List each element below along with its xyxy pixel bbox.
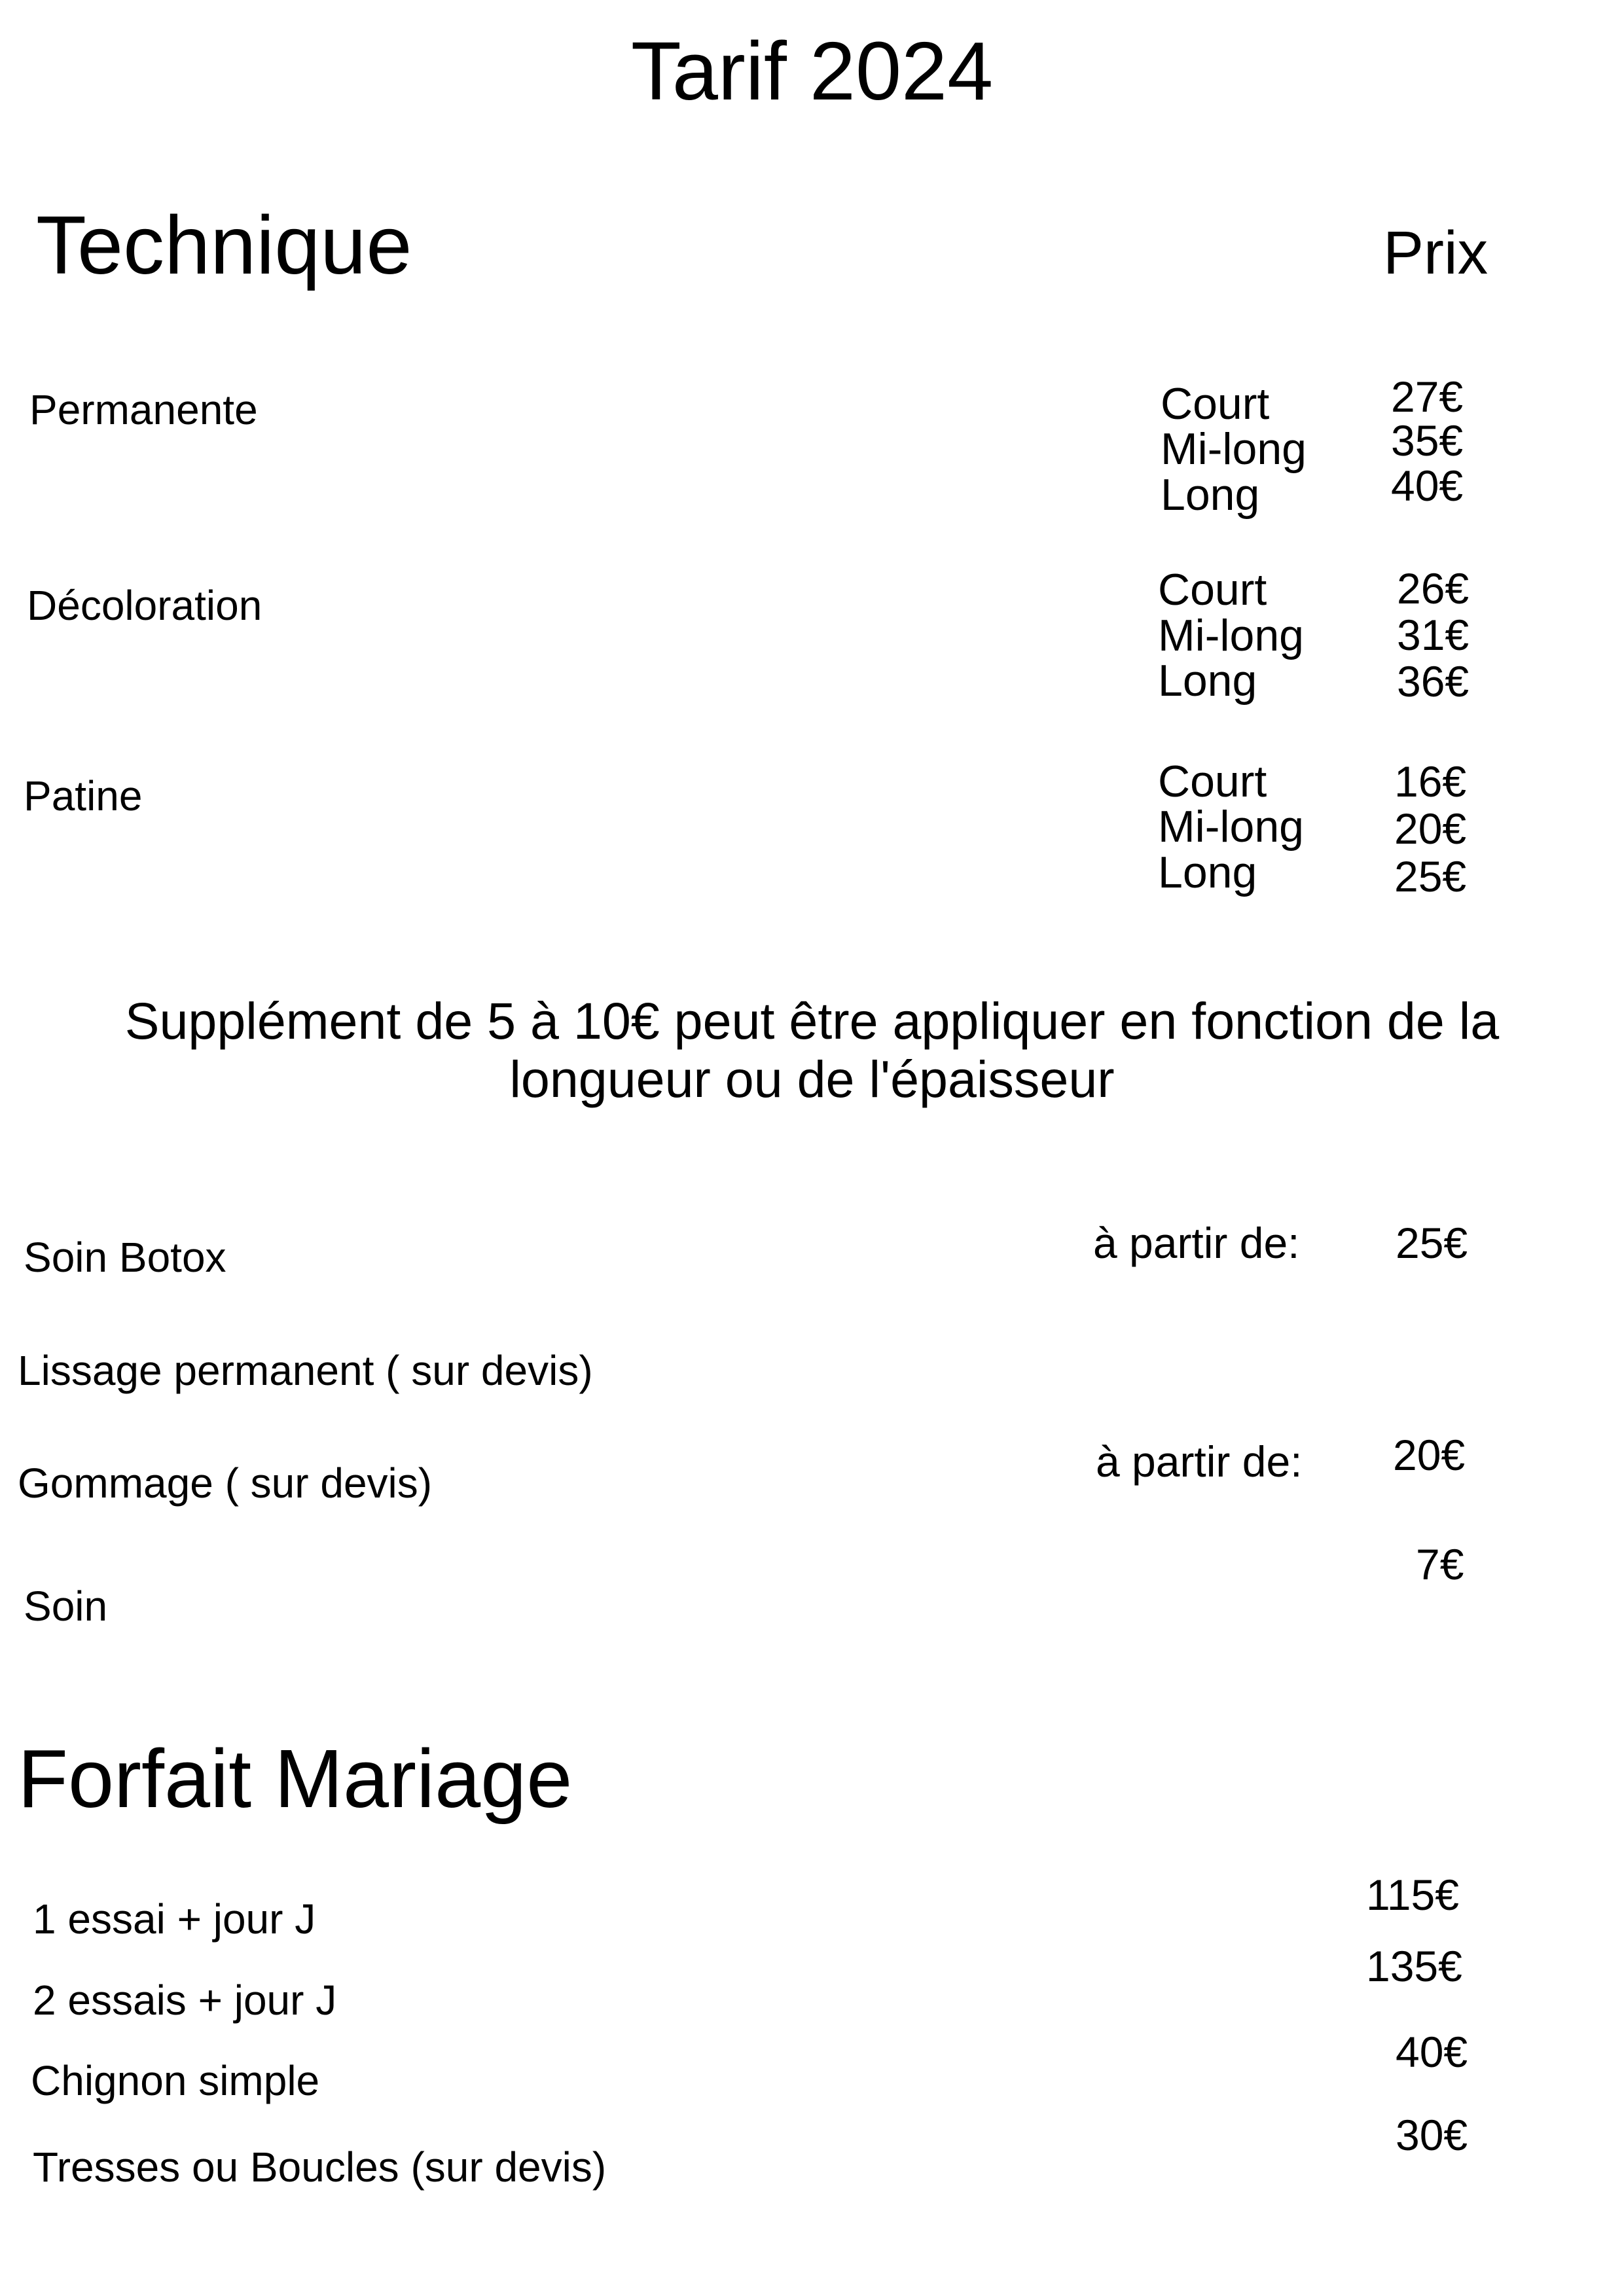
supplement-note xyxy=(0,992,1624,1108)
patine-long-price: 25€ xyxy=(1394,852,1467,901)
soin-label: Soin xyxy=(24,1583,108,1630)
forfait-1-essai-price: 115€ xyxy=(1366,1871,1459,1919)
tresses-boucles-price: 30€ xyxy=(1396,2111,1468,2159)
soin-price: 7€ xyxy=(1416,1540,1464,1588)
patine-milong-length: Mi-long xyxy=(1158,802,1304,852)
lissage-permanent-label: Lissage permanent ( sur devis) xyxy=(18,1347,593,1394)
patine-label: Patine xyxy=(24,772,143,819)
permanente-milong-length: Mi-long xyxy=(1161,424,1307,474)
decoloration-long-length: Long xyxy=(1158,656,1257,706)
soin-botox-label: Soin Botox xyxy=(24,1234,226,1281)
permanente-long-length: Long xyxy=(1161,470,1260,520)
permanente-court-length: Court xyxy=(1161,379,1270,429)
chignon-simple-label: Chignon simple xyxy=(31,2057,320,2104)
decoloration-label: Décoloration xyxy=(27,582,262,629)
forfait-mariage-heading: Forfait Mariage xyxy=(18,1732,573,1825)
permanente-long-price: 40€ xyxy=(1391,461,1464,510)
supplement-note-line-1: Supplément de 5 à 10€ peut être appliquer en fonction de la xyxy=(124,992,1500,1050)
gommage-label: Gommage ( sur devis) xyxy=(18,1460,433,1507)
forfait-1-essai-label: 1 essai + jour J xyxy=(33,1895,316,1943)
permanente-milong-price: 35€ xyxy=(1391,416,1464,465)
supplement-note-line-2: longueur ou de l'épaisseur xyxy=(509,1050,1115,1108)
forfait-2-essais-label: 2 essais + jour J xyxy=(33,1977,337,2024)
patine-milong-price: 20€ xyxy=(1394,804,1467,853)
forfait-2-essais-price: 135€ xyxy=(1366,1942,1462,1990)
decoloration-long-price: 36€ xyxy=(1397,657,1470,706)
decoloration-milong-price: 31€ xyxy=(1397,611,1470,659)
patine-court-length: Court xyxy=(1158,757,1267,806)
permanente-court-price: 27€ xyxy=(1391,372,1464,421)
soin-botox-price: 25€ xyxy=(1396,1219,1468,1267)
gommage-price: 20€ xyxy=(1393,1431,1466,1479)
decoloration-milong-length: Mi-long xyxy=(1158,611,1304,660)
patine-long-length: Long xyxy=(1158,848,1257,897)
price-column-heading: Prix xyxy=(1383,219,1489,287)
permanente-label: Permanente xyxy=(29,386,258,433)
decoloration-court-price: 26€ xyxy=(1397,564,1470,613)
decoloration-court-length: Court xyxy=(1158,565,1267,615)
technique-heading: Technique xyxy=(36,199,412,291)
tresses-boucles-label: Tresses ou Boucles (sur devis) xyxy=(33,2144,607,2191)
chignon-simple-price: 40€ xyxy=(1396,2028,1468,2076)
soin-botox-from-label: à partir de: xyxy=(1093,1219,1300,1267)
gommage-from-label: à partir de: xyxy=(1096,1437,1303,1486)
patine-court-price: 16€ xyxy=(1394,757,1467,806)
page-title: Tarif 2024 xyxy=(630,25,994,117)
